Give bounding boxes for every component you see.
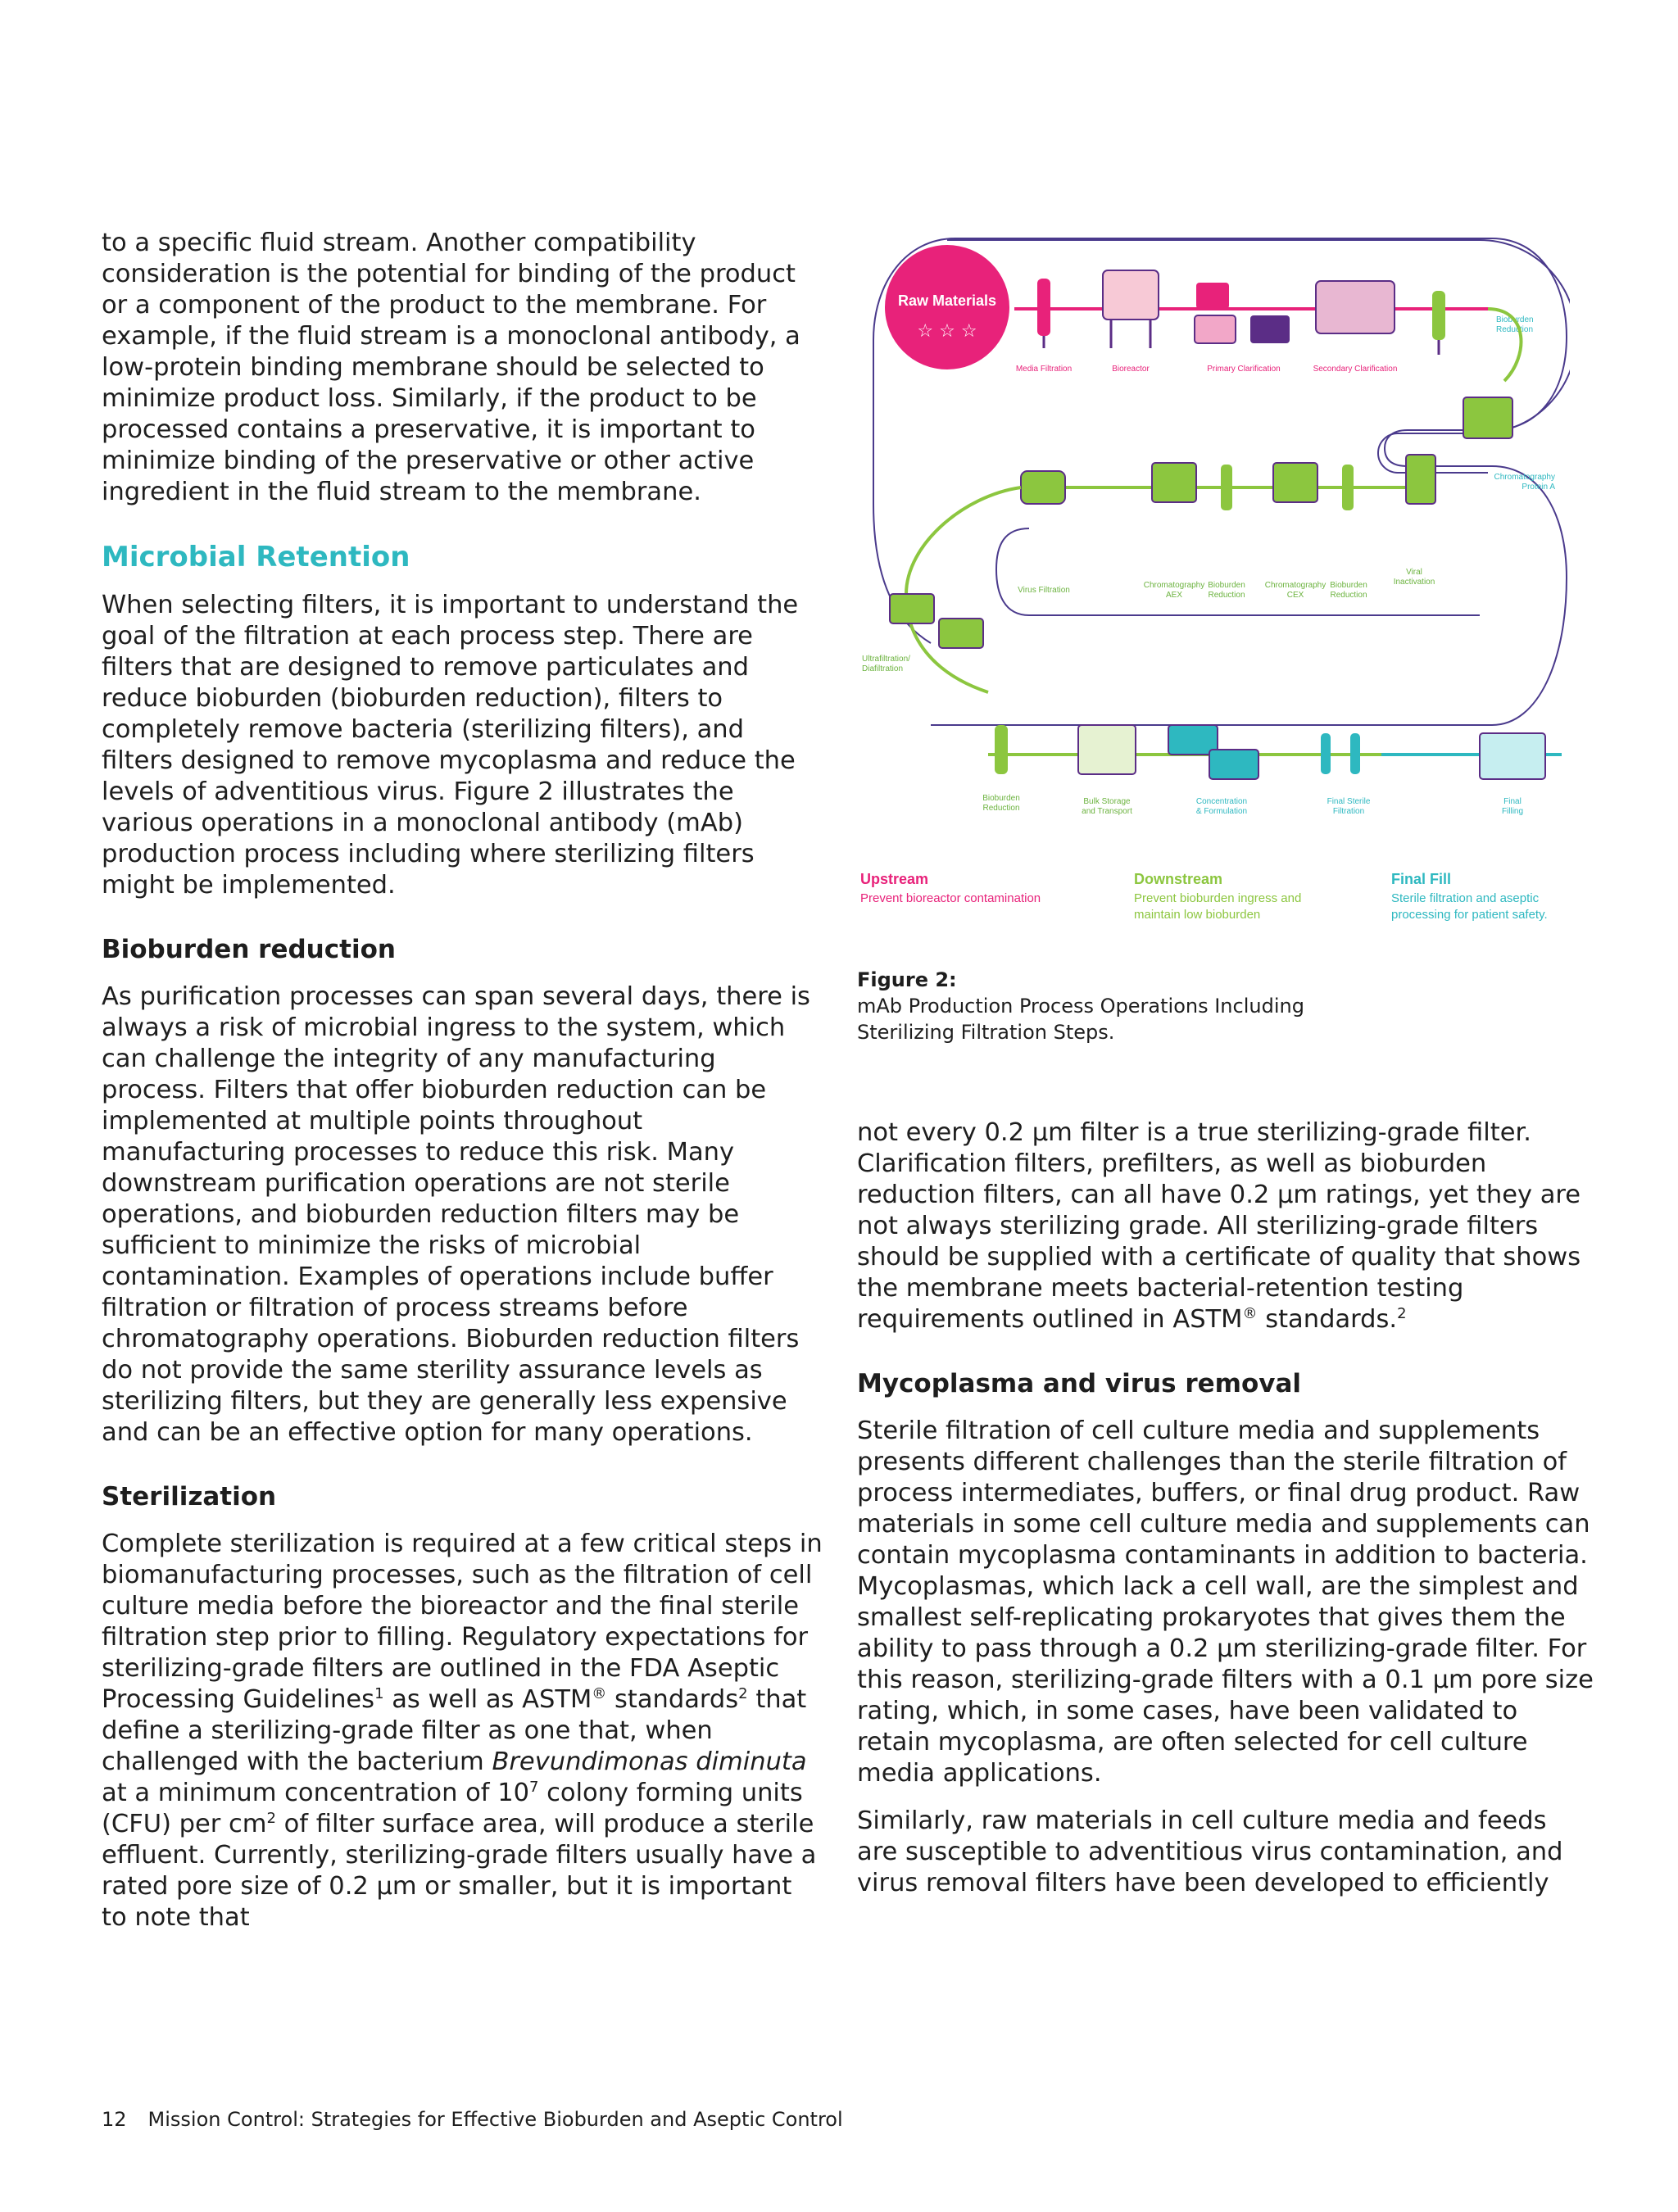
label-secondary-clarification: Secondary Clarification — [1313, 365, 1398, 374]
legend-finalfill-text2: processing for patient safety. — [1391, 908, 1548, 922]
label-chromatography-cex2: CEX — [1286, 591, 1304, 600]
figure-caption — [857, 967, 1381, 1045]
legend-downstream-title: Downstream — [1134, 871, 1223, 887]
figure-caption-title: Figure 2: — [857, 968, 957, 991]
chromatography-a-icon — [1463, 397, 1512, 438]
raw-materials-label: Raw Materials — [897, 292, 997, 309]
label-bioburden-2a: Bioburden — [1330, 581, 1367, 590]
label-final-filling2: Filling — [1501, 807, 1524, 816]
label-bioburden-1b: Reduction — [1496, 325, 1534, 334]
label-bioburden-3b: Reduction — [1208, 591, 1245, 600]
label-ultrafiltration2: Diafiltration — [862, 664, 904, 673]
microbial-retention-paragraph: When selecting filters, it is important to understand the goal of the filtration at each process step. There are filters that are designed to remove particulates and reduce bioburden (bioburden reduction), filters to completely remove bacteria (sterilizing filters), and filters designed to remove mycoplasma and reduce the levels of adventitious virus. Figure 2 illustrates the various operations in a monoclonal antibody (mAb) production process including where sterilizing filters might be implemented. — [102, 591, 799, 900]
legend-downstream-text1: Prevent bioburden ingress and — [1134, 891, 1302, 905]
label-chromatography-cex1: Chromatography — [1264, 581, 1327, 590]
label-bioburden-4a: Bioburden — [982, 794, 1020, 803]
label-bioburden-2b: Reduction — [1330, 591, 1367, 600]
mycoplasma-paragraph-2: Similarly, raw materials in cell culture media and feeds are susceptible to adventitious virus contamination, and virus removal filters have been developed to efficiently — [857, 1806, 1563, 1897]
label-viral-inactivation1: Viral — [1406, 568, 1422, 577]
legend-finalfill-title: Final Fill — [1391, 871, 1452, 887]
intro-paragraph: to a specific fluid stream. Another compatibility consideration is the potential for binding of the product or a component of the product to the membrane. For example, if the fluid stream is a monoclonal antibody, a low-protein binding membrane should be selected to minimize product loss. Similarly, if the product to be processed contains a preservative, it is important to minimize binding of the preservative or other active ingredient in the fluid stream to the membrane. — [102, 229, 800, 506]
label-concentration2: & Formulation — [1195, 807, 1248, 816]
final-sterile-filter-icon — [1321, 733, 1331, 774]
bulk-storage-icon — [1078, 725, 1136, 774]
left-column — [102, 228, 823, 1933]
label-chromatography-a1: Chromatography — [1494, 473, 1555, 482]
sterilization-heading: Sterilization — [102, 1482, 277, 1512]
label-viral-inactivation2: Inactivation — [1393, 578, 1435, 587]
label-media-filtration: Media Filtration — [1015, 365, 1073, 374]
microbial-retention-heading: Microbial Retention — [102, 541, 410, 573]
page-number: 12 — [102, 2108, 127, 2131]
legend-finalfill-text1: Sterile filtration and aseptic — [1391, 891, 1540, 905]
legend-downstream-text2: maintain low bioburden — [1134, 908, 1261, 922]
bioburden-reduction-heading: Bioburden reduction — [102, 935, 396, 964]
label-bioburden-4b: Reduction — [982, 804, 1020, 813]
label-bioreactor: Bioreactor — [1112, 365, 1150, 374]
sterilization-paragraph: Complete sterilization is required at a few critical steps in biomanufacturing processes, such as the filtration of cell culture media before the bioreactor and the final sterile filtration step prior to filling. Regulatory expectations for sterilizing-grade filters are outlined in the FDA Aseptic Processing Guidelines$^1$ as well as ASTM® standards$^2$ that define a sterilizing-grade filter as one that, when challenged with the bacterium Brevundimonas diminuta at a minimum concentration of $10^7$ colony forming units (CFU) per $cm^2$ of filter surface area, will produce a sterile effluent. Currently, sterilizing-grade filters usually have a rated pore size of 0.2 µm or smaller, but it is important to note that — [102, 1530, 823, 1932]
label-bioburden-3a: Bioburden — [1208, 581, 1245, 590]
label-concentration1: Concentration — [1195, 797, 1248, 806]
process-diagram — [857, 233, 1570, 946]
downstream-curve-2 — [906, 487, 1021, 692]
mycoplasma-heading: Mycoplasma and virus removal — [857, 1369, 1302, 1398]
label-bulk-storage1: Bulk Storage — [1083, 797, 1131, 806]
mycoplasma-paragraph-1: Sterile filtration of cell culture media and supplements presents different challenges than the sterile filtration of process intermediates, buffers, or final drug product. Raw materials in some cell culture media and supplements can contain mycoplasma contaminants in addition to bacteria. Mycoplasmas, which lack a cell wall, are the simplest and smallest self-replicating prokaryotes that gives them the ability to pass through a 0.2 µm sterilizing-grade filter. For this reason, sterilizing-grade filters with a 0.1 µm pore size rating, which, in some cases, have been validated to retain mycoplasma, are often selected for cell culture media applications. — [857, 1416, 1594, 1788]
bioburden-reduction-paragraph: As purification processes can span several days, there is always a risk of microbial ingress to the system, which can challenge the integrity of any manufacturing process. Filters that offer bioburden reduction can be implemented at multiple points throughout manufacturing processes to reduce this risk. Many downstream purification operations are not sterile operations, and bioburden reduction filters may be sufficient to minimize the risks of microbial contamination. Examples of operations include buffer filtration or filtration of process streams before chromatography operations. Bioburden reduction filters do not provide the same sterility assurance levels as sterilizing filters, but they are generally less expensive and can be an effective option for many operations. — [102, 982, 810, 1447]
label-final-sterile1: Final Sterile — [1327, 797, 1371, 806]
ultrafiltration-icon — [890, 594, 934, 623]
raw-materials-stars: ☆ ☆ ☆ — [917, 321, 977, 342]
legend-upstream-text: Prevent bioreactor contamination — [860, 891, 1041, 905]
bioburden-filter-icon-3 — [1221, 465, 1232, 510]
viral-inactivation-icon — [1406, 455, 1435, 504]
label-final-filling1: Final — [1503, 797, 1522, 806]
primary-clarification-icon — [1196, 283, 1229, 309]
final-filling-icon — [1480, 733, 1545, 779]
legend-upstream-title: Upstream — [860, 871, 929, 887]
page-footer — [102, 2107, 843, 2132]
label-chromatography-aex2: AEX — [1165, 591, 1183, 600]
label-virus-filtration: Virus Filtration — [1018, 586, 1070, 595]
right-column — [857, 1117, 1594, 1899]
process-diagram-svg — [857, 233, 1570, 946]
bioburden-filter-icon-4 — [995, 725, 1008, 774]
bioburden-filter-icon-1 — [1432, 291, 1445, 340]
footer-title: Mission Control: Strategies for Effective Bioburden and Aseptic Control — [147, 2108, 843, 2131]
chromatography-aex-icon — [1152, 463, 1196, 502]
bioreactor-icon — [1103, 270, 1159, 320]
label-bioburden-1a: Bioburden — [1496, 315, 1534, 324]
bioburden-filter-icon-2 — [1342, 465, 1354, 510]
right-continuation-paragraph: not every 0.2 µm filter is a true sterilizing-grade filter. Clarification filters, prefilters, as well as bioburden reduction filters, can all have 0.2 µm ratings, yet they are not always sterilizing grade. All sterilizing-grade filters should be supplied with a certificate of quality that shows the membrane meets bacterial-retention testing requirements outlined in ASTM® standards.$^2$ — [857, 1118, 1581, 1334]
label-ultrafiltration1: Ultrafiltration/ — [862, 655, 910, 664]
virus-filtration-icon — [1021, 471, 1065, 504]
chromatography-cex-icon — [1273, 463, 1317, 502]
media-filter-icon — [1037, 279, 1050, 336]
label-final-sterile2: Filtration — [1332, 807, 1365, 816]
label-primary-clarification: Primary Clarification — [1207, 365, 1281, 374]
figure-caption-text: mAb Production Process Operations Including Sterilizing Filtration Steps. — [857, 995, 1304, 1044]
band-middle-inner — [1062, 407, 1365, 438]
band-inner-top — [1062, 337, 1522, 381]
label-bulk-storage2: and Transport — [1082, 807, 1132, 816]
secondary-clarification-icon — [1316, 281, 1395, 333]
label-chromatography-a2: Protein A — [1522, 483, 1555, 492]
label-chromatography-aex1: Chromatography — [1143, 581, 1205, 590]
